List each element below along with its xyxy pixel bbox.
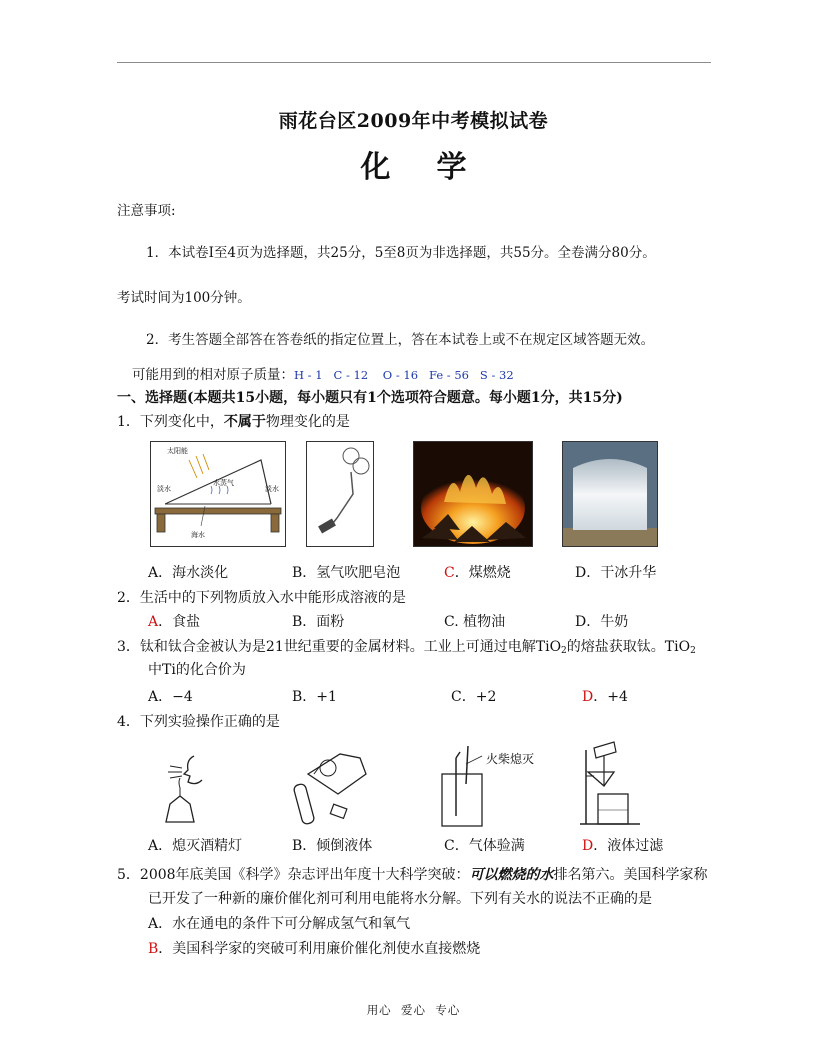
filtration-image	[574, 738, 646, 830]
atomic-mass-line	[132, 363, 514, 383]
question-5-line-2: 已开发了一种新的廉价催化剂可利用电能将水分解。下列有关水的说法不正确的是	[148, 891, 652, 907]
notes-item-2: 2．考生答题全部答在答卷纸的指定位置上，答在本试卷上或不在规定区域答题无效。	[146, 332, 655, 348]
soap-bubble-image	[306, 441, 374, 547]
label-fresh-water-left: 淡水	[157, 485, 171, 493]
q1-option-a[interactable]: A．海水淡化	[148, 565, 229, 581]
pour-liquid-image	[268, 744, 384, 830]
atomic-mass-label: 可能用到的相对原子质量：	[132, 367, 294, 383]
q1-option-c[interactable]: C．煤燃烧	[444, 565, 511, 581]
q1-text-bold: 不属于	[223, 414, 266, 430]
q5-option-a[interactable]: A．水在通电的条件下可分解成氢气和氧气	[148, 916, 411, 932]
label-solar-energy: 太阳能	[167, 447, 188, 455]
q3-option-b[interactable]: B．+1	[292, 689, 337, 705]
exam-title: 雨花台区2009年中考模拟试卷	[278, 110, 549, 132]
q3-option-a[interactable]: A．−4	[148, 689, 193, 705]
extinguish-lamp-image	[150, 746, 226, 830]
label-water-vapor: 水蒸气	[213, 479, 234, 487]
question-5-line-1: 5．2008年底美国《科学》杂志评出年度十大科学突破：可以燃烧的水排名第六。美国科学家称	[117, 867, 708, 883]
notes-item-1-continued: 考试时间为100分钟。	[117, 290, 251, 306]
question-2: 2．生活中的下列物质放入水中能形成溶液的是	[117, 590, 406, 606]
question-1	[117, 411, 350, 431]
q1-text-pre: 下列变化中，	[139, 414, 224, 430]
q1-number: 1．	[117, 414, 140, 430]
subject-title: 化学	[360, 150, 513, 185]
question-3-line-2: 中Ti的化合价为	[148, 662, 246, 678]
q1-option-d[interactable]: D．干冰升华	[575, 565, 657, 581]
header-rule	[117, 62, 711, 63]
q1-text-post: 物理变化的是	[265, 414, 350, 430]
section-1-heading: 一、选择题(本题共15小题，每小题只有1个选项符合题意。每小题1分，共15分)	[117, 390, 623, 406]
q2-option-a[interactable]: A．食盐	[148, 614, 201, 630]
q4-option-d[interactable]: D．液体过滤	[582, 838, 664, 854]
notes-heading: 注意事项:	[117, 203, 176, 219]
coal-burning-image	[413, 441, 533, 547]
question-4: 4．下列实验操作正确的是	[117, 714, 280, 730]
q4-option-a[interactable]: A．熄灭酒精灯	[148, 838, 243, 854]
page-footer: 用心 爱心 专心	[366, 1003, 461, 1017]
q3-option-c[interactable]: C．+2	[451, 689, 497, 705]
label-fresh-water-right: 淡水	[265, 485, 279, 493]
q2-option-d[interactable]: D．牛奶	[575, 614, 629, 630]
q3-option-d[interactable]: D．+4	[582, 689, 628, 705]
q4-option-b[interactable]: B．倾倒液体	[292, 838, 373, 854]
q1-option-b[interactable]: B．氢气吹肥皂泡	[292, 565, 401, 581]
dry-ice-sublimation-image	[562, 441, 658, 547]
label-seawater: 海水	[191, 531, 205, 539]
match-extinguished-label: 火柴熄灭	[486, 752, 535, 766]
q4-option-c[interactable]: C．气体验满	[444, 838, 525, 854]
atomic-mass-values: H - 1 C - 12 O - 16 Fe - 56 S - 32	[294, 368, 514, 382]
q2-option-b[interactable]: B．面粉	[292, 614, 345, 630]
question-3-line-1: 3．钛和钛合金被认为是21世纪重要的金属材料。工业上可通过电解TiO$_2$的熔盐获取钛。TiO$_2$	[117, 639, 696, 656]
q2-option-c[interactable]: C. 植物油	[444, 614, 506, 630]
q5-option-b[interactable]: B．美国科学家的突破可利用廉价催化剂使水直接燃烧	[148, 941, 481, 957]
seawater-desalination-image	[150, 441, 286, 547]
notes-item-1: 1．本试卷Ⅰ至4页为选择题，共25分，5至8页为非选择题，共55分。全卷满分80分。	[146, 245, 656, 261]
